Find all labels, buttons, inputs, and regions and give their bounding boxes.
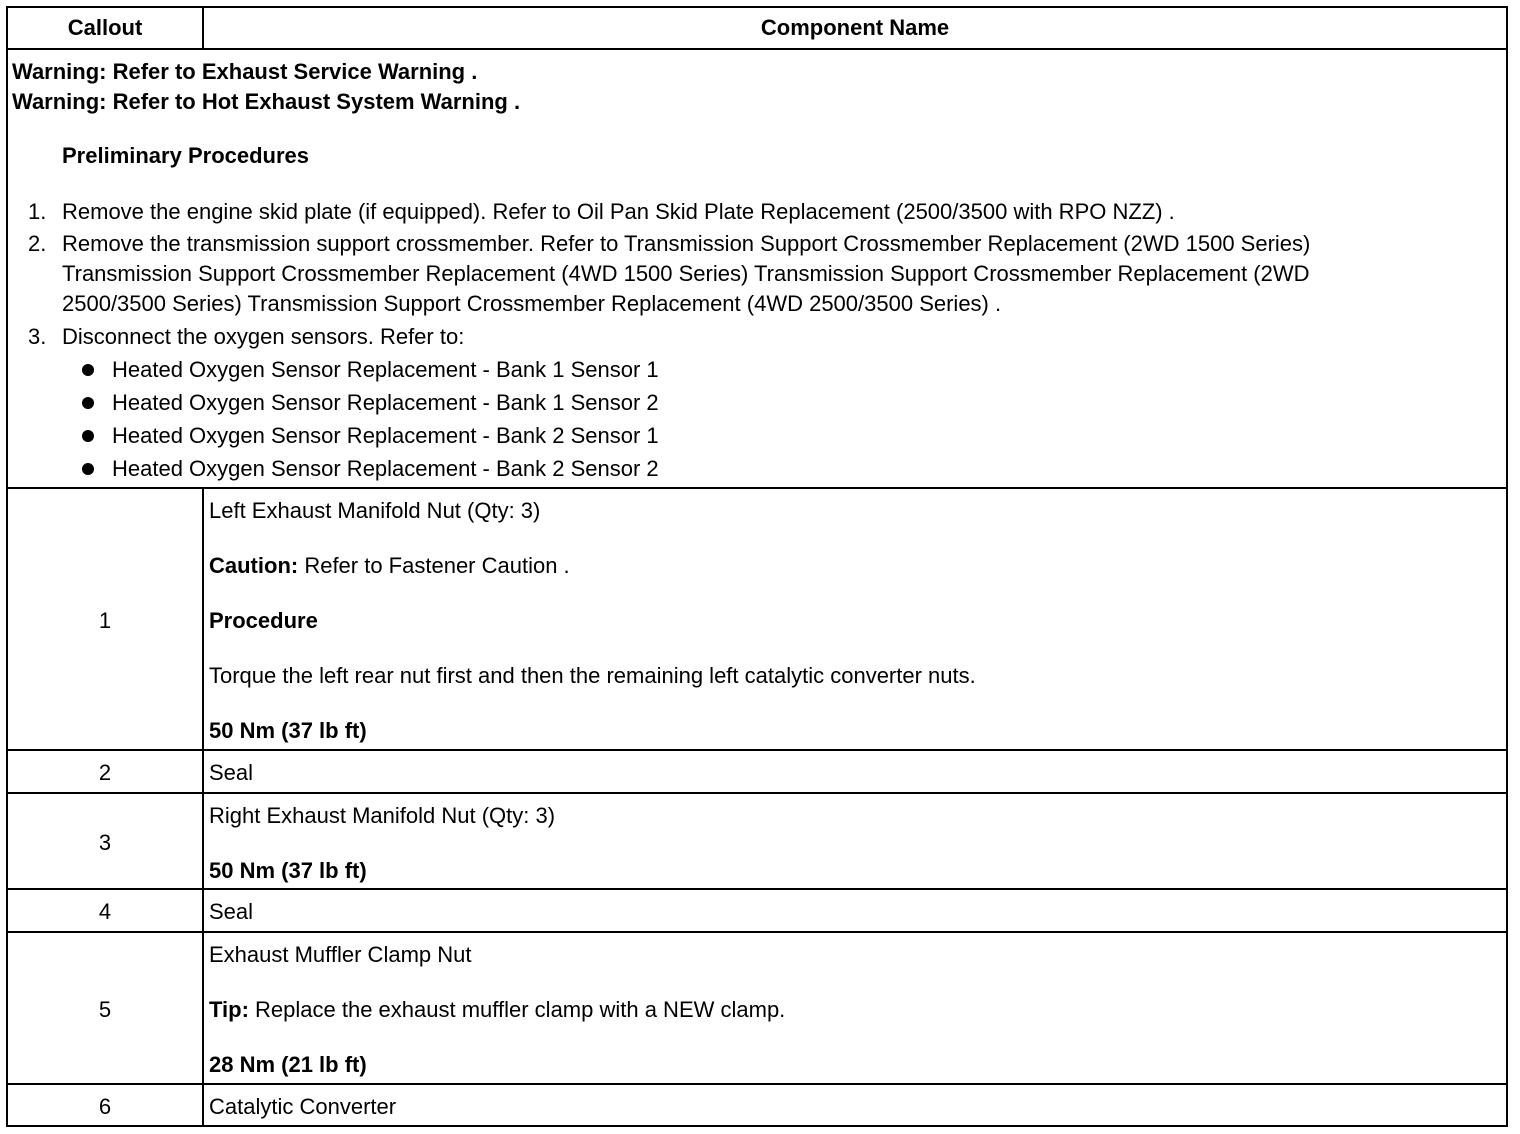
component-name-2: Seal bbox=[209, 760, 254, 785]
column-divider-rows bbox=[202, 487, 204, 1127]
callout-6: 6 bbox=[98, 1094, 112, 1119]
torque-spec-1: 50 Nm (37 lb ft) bbox=[209, 718, 367, 743]
procedure-label: Procedure bbox=[209, 608, 318, 633]
row-divider-5 bbox=[8, 1083, 1506, 1085]
header-component-name: Component Name bbox=[760, 15, 950, 40]
tip-label: Tip: bbox=[209, 997, 249, 1022]
step-text-2-line-2: Transmission Support Crossmember Replacement (4WD 1500 Series) Transmission Support Crossmember Replacement (2WD bbox=[62, 261, 1310, 286]
step-text-1: Remove the engine skid plate (if equipped). Refer to Oil Pan Skid Plate Replacement (2500/3500 with RPO NZZ) . bbox=[62, 199, 1175, 224]
step-text-2-line-3: 2500/3500 Series) Transmission Support Crossmember Replacement (4WD 2500/3500 Series) . bbox=[62, 291, 1002, 316]
callout-4: 4 bbox=[98, 899, 112, 924]
callout-1: 1 bbox=[98, 608, 112, 633]
row-divider-4 bbox=[8, 931, 1506, 933]
caution-line bbox=[209, 553, 570, 579]
header-callout: Callout bbox=[67, 15, 143, 40]
step-text-2-line-1: Remove the transmission support crossmember. Refer to Transmission Support Crossmember Replacement (2WD 1500 Series) bbox=[62, 231, 1311, 256]
bullet-item-4: Heated Oxygen Sensor Replacement - Bank 2 Sensor 2 bbox=[112, 456, 659, 481]
component-name-3: Right Exhaust Manifold Nut (Qty: 3) bbox=[209, 803, 556, 828]
callout-5: 5 bbox=[98, 997, 112, 1022]
torque-spec-5: 28 Nm (21 lb ft) bbox=[209, 1052, 367, 1077]
header-divider bbox=[8, 48, 1506, 50]
procedure-text: Torque the left rear nut first and then the remaining left catalytic converter nuts. bbox=[209, 663, 976, 688]
callout-3: 3 bbox=[98, 830, 112, 855]
component-name-5: Exhaust Muffler Clamp Nut bbox=[209, 942, 472, 967]
step-number-2: 2. bbox=[28, 231, 47, 256]
callout-2: 2 bbox=[98, 760, 112, 785]
bullet-dot-4 bbox=[82, 463, 94, 475]
row-divider-1 bbox=[8, 749, 1506, 751]
step-number-3: 3. bbox=[28, 324, 47, 349]
step-text-3: Disconnect the oxygen sensors. Refer to: bbox=[62, 324, 465, 349]
bullet-item-3: Heated Oxygen Sensor Replacement - Bank 2 Sensor 1 bbox=[112, 423, 659, 448]
bullet-dot-2 bbox=[82, 397, 94, 409]
component-table bbox=[6, 6, 1508, 1127]
component-name-6: Catalytic Converter bbox=[209, 1094, 397, 1119]
component-name-1: Left Exhaust Manifold Nut (Qty: 3) bbox=[209, 498, 541, 523]
bullet-item-1: Heated Oxygen Sensor Replacement - Bank 1 Sensor 1 bbox=[112, 357, 659, 382]
bullet-dot-3 bbox=[82, 430, 94, 442]
tip-line bbox=[209, 997, 785, 1023]
intro-divider bbox=[8, 487, 1506, 489]
bullet-item-2: Heated Oxygen Sensor Replacement - Bank 1 Sensor 2 bbox=[112, 390, 659, 415]
row-divider-2 bbox=[8, 792, 1506, 794]
warning-hot-exhaust: Warning: Refer to Hot Exhaust System Warning . bbox=[12, 89, 521, 114]
torque-spec-3: 50 Nm (37 lb ft) bbox=[209, 858, 367, 883]
preliminary-procedures-title: Preliminary Procedures bbox=[62, 143, 310, 168]
tip-text: Replace the exhaust muffler clamp with a NEW clamp. bbox=[248, 997, 786, 1022]
caution-label: Caution: bbox=[209, 553, 299, 578]
step-number-1: 1. bbox=[28, 199, 47, 224]
caution-text: Refer to Fastener Caution . bbox=[298, 553, 570, 578]
warning-exhaust-service: Warning: Refer to Exhaust Service Warning . bbox=[12, 59, 478, 84]
bullet-dot-1 bbox=[82, 364, 94, 376]
row-divider-3 bbox=[8, 888, 1506, 890]
component-name-4: Seal bbox=[209, 899, 254, 924]
